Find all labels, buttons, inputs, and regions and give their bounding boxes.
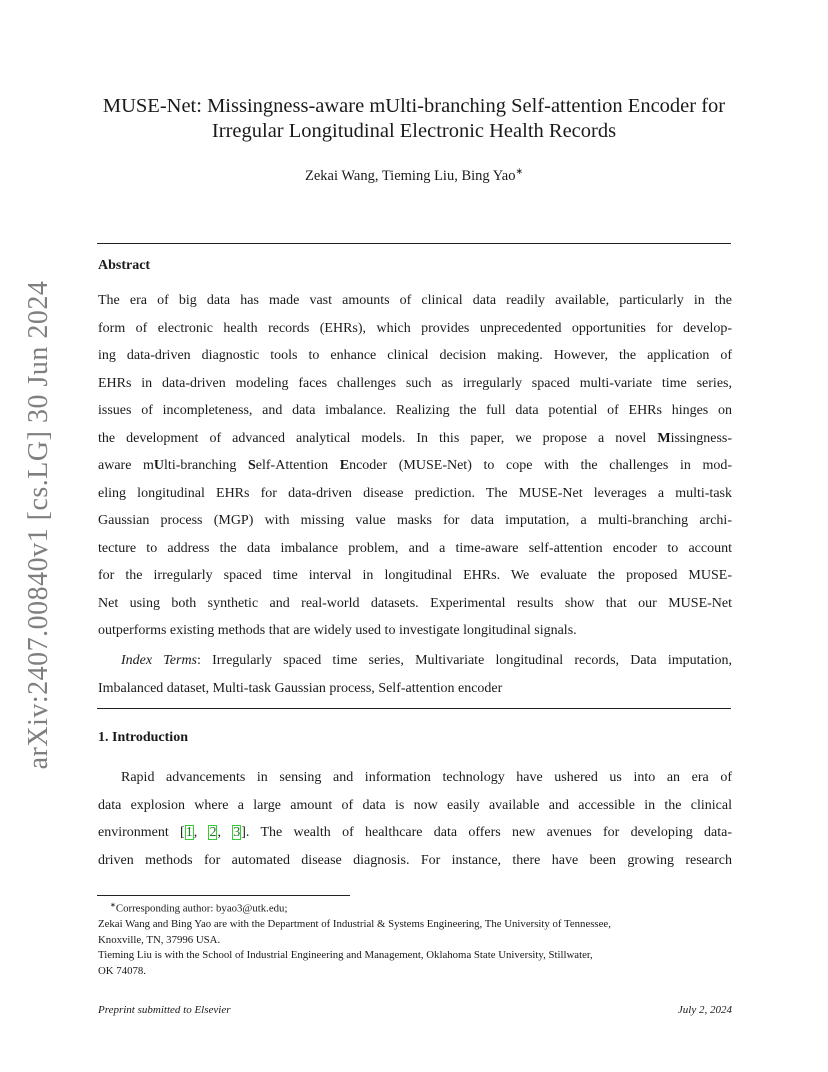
- abstract-bottom-rule: [97, 708, 731, 709]
- acronym-letter: U: [153, 458, 165, 473]
- index-terms-text: : Irregularly spaced time series, Multivariate longitudinal records, Data imputation,: [197, 653, 733, 668]
- abstract-line-text: elf-Attention: [255, 458, 340, 473]
- paper-title: [60, 94, 768, 144]
- abstract-line: issues of incompleteness, and data imbalance. Realizing the full data potential of EHRs hinges on: [98, 403, 732, 418]
- abstract-line: form of electronic health records (EHRs), which provides unprecedented opportunities for develop-: [98, 320, 732, 336]
- abstract-body: [98, 290, 732, 648]
- arxiv-identifier-text: arXiv:2407.00840v1 [cs.LG] 30 Jun 2024: [23, 280, 54, 770]
- author-list: [60, 166, 768, 185]
- footer-preprint-note: Preprint submitted to Elsevier: [98, 1004, 231, 1016]
- acronym-letter: E: [339, 458, 350, 473]
- acronym-letter: S: [247, 458, 256, 473]
- footnote-corresponding: [98, 898, 732, 917]
- abstract-line: outperforms existing methods that are widely used to investigate longitudinal signals.: [98, 623, 577, 638]
- abstract-line: The era of big data has made vast amounts of clinical data readily available, particularly in the: [98, 293, 732, 308]
- index-terms-line: Imbalanced dataset, Multi-task Gaussian process, Self-attention encoder: [98, 680, 503, 696]
- author-names: Zekai Wang, Tieming Liu, Bing Yao: [305, 167, 516, 184]
- footnote-text: Corresponding author: byao3@utk.edu;: [115, 902, 288, 915]
- footnote-mark: ∗: [110, 901, 116, 909]
- abstract-line: [98, 428, 732, 456]
- footnote-affiliation: Knoxville, TN, 37996 USA.: [98, 933, 221, 946]
- intro-line: driven methods for automated disease diagnosis. For instance, there have been growing research: [98, 852, 732, 868]
- arxiv-identifier: [22, 280, 56, 770]
- abstract-line-text: aware m: [98, 458, 154, 473]
- footnote-affiliation: Zekai Wang and Bing Yao are with the Department of Industrial & Systems Engineering, The University of Tennessee,: [98, 918, 611, 931]
- citation-separator: ,: [217, 825, 233, 840]
- index-terms: [98, 650, 732, 705]
- corresponding-author-mark: ∗: [515, 166, 523, 176]
- abstract-top-rule: [97, 243, 731, 244]
- intro-line: [98, 822, 732, 850]
- index-terms-label: Index Terms: [121, 653, 198, 668]
- abstract-line-text: issingness-: [670, 430, 733, 446]
- index-terms-line: [98, 650, 732, 678]
- intro-line-text: ]. The wealth of healthcare data offers new avenues for developing data-: [241, 825, 733, 840]
- abstract-heading: Abstract: [98, 258, 151, 273]
- abstract-line: for the irregularly spaced time interval in longitudinal EHRs. We evaluate the proposed MUSE-: [98, 568, 732, 583]
- title-line-1: MUSE-Net: Missingness-aware mUlti-branching Self-attention Encoder for: [102, 95, 726, 117]
- introduction-body: [98, 767, 732, 877]
- footnote-affiliation: OK 74078.: [98, 964, 146, 977]
- citation-link[interactable]: 3: [233, 825, 241, 840]
- intro-line: Rapid advancements in sensing and information technology have ushered us into an era of: [121, 770, 732, 785]
- title-line-2: Irregular Longitudinal Electronic Health Records: [211, 120, 617, 142]
- footer-date: July 2, 2024: [677, 1004, 732, 1016]
- abstract-line: Net using both synthetic and real-world datasets. Experimental results show that our MUSE-Net: [98, 595, 732, 611]
- citation-link[interactable]: 1: [185, 825, 193, 840]
- citation-separator: ,: [193, 825, 209, 840]
- abstract-line: Gaussian process (MGP) with missing value masks for data imputation, a multi-branching archi-: [98, 513, 732, 528]
- abstract-line: [98, 455, 732, 483]
- section-heading-introduction: 1. Introduction: [98, 730, 188, 745]
- footnote-rule: [97, 895, 350, 896]
- abstract-line-text: lti-branching: [164, 458, 248, 473]
- intro-line: data explosion where a large amount of data is now easily available and accessible in the clinical: [98, 797, 732, 813]
- intro-line-text: environment [: [98, 825, 185, 840]
- abstract-line: tecture to address the data imbalance problem, and a time-aware self-attention encoder to account: [98, 540, 732, 556]
- abstract-line-text: the development of advanced analytical models. In this paper, we propose a novel: [98, 430, 647, 446]
- acronym-letter: M: [657, 430, 671, 446]
- abstract-line-text: ncoder (MUSE-Net) to cope with the challenges in mod-: [349, 458, 733, 473]
- footnotes: [98, 898, 732, 979]
- citation-link[interactable]: 2: [209, 825, 217, 840]
- abstract-line: eling longitudinal EHRs for data-driven disease prediction. The MUSE-Net leverages a multi-task: [98, 485, 732, 501]
- abstract-line: ing data-driven diagnostic tools to enhance clinical decision making. However, the application of: [98, 348, 732, 363]
- abstract-line: EHRs in data-driven modeling faces challenges such as irregularly spaced multi-variate time series,: [98, 375, 732, 391]
- footnote-affiliation: Tieming Liu is with the School of Industrial Engineering and Management, Oklahoma State University, Stillwater,: [98, 949, 593, 962]
